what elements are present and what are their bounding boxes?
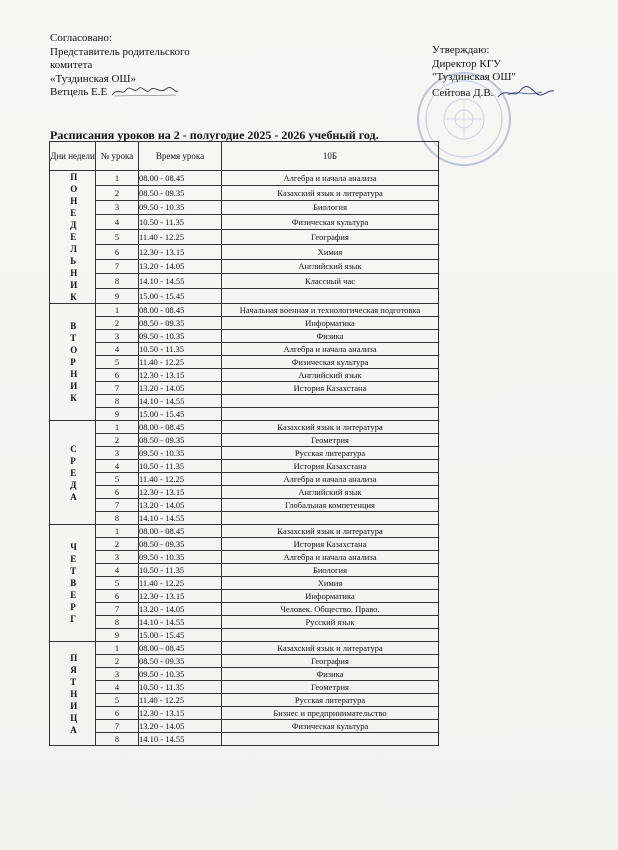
subject-cell: География: [222, 230, 439, 245]
lesson-time-cell: 12.30 - 13.15: [139, 244, 222, 259]
table-row: [50, 200, 439, 215]
table-row: [50, 603, 439, 616]
subject-cell: Алгебра и начала анализа: [222, 171, 439, 186]
lesson-time-cell: 10.50 - 11.35: [139, 564, 222, 577]
subject-cell: [222, 289, 439, 304]
subject-cell: [222, 395, 439, 408]
table-row: [50, 343, 439, 356]
lesson-time-cell: 15.00 - 15.45: [139, 408, 222, 421]
lesson-number-cell: 8: [96, 616, 139, 629]
table-row: [50, 473, 439, 486]
lesson-number-cell: 2: [96, 655, 139, 668]
lesson-time-cell: 12.30 - 13.15: [139, 707, 222, 720]
subject-cell: Алгебра и начала анализа: [222, 551, 439, 564]
table-row: [50, 577, 439, 590]
header-day: Дни недели: [50, 142, 96, 171]
lesson-number-cell: 7: [96, 499, 139, 512]
lesson-number-cell: 5: [96, 230, 139, 245]
schedule-body: [50, 171, 439, 746]
lesson-time-cell: 13.20 - 14.05: [139, 720, 222, 733]
table-row: [50, 434, 439, 447]
lesson-time-cell: 13.20 - 14.05: [139, 382, 222, 395]
lesson-number-cell: 5: [96, 694, 139, 707]
subject-cell: Геометрия: [222, 681, 439, 694]
lesson-time-cell: 09.50 - 10.35: [139, 447, 222, 460]
table-row: [50, 694, 439, 707]
lesson-number-cell: 5: [96, 577, 139, 590]
table-row: [50, 230, 439, 245]
subject-cell: Классный час: [222, 274, 439, 289]
subject-cell: [222, 512, 439, 525]
subject-cell: [222, 408, 439, 421]
lesson-time-cell: 10.50 - 11.35: [139, 460, 222, 473]
table-row: [50, 215, 439, 230]
lesson-time-cell: 12.30 - 13.15: [139, 369, 222, 382]
table-row: [50, 304, 439, 317]
lesson-number-cell: 7: [96, 259, 139, 274]
subject-cell: Русская литература: [222, 447, 439, 460]
table-row: [50, 486, 439, 499]
subject-cell: Химия: [222, 244, 439, 259]
table-row: [50, 642, 439, 655]
lesson-number-cell: 7: [96, 382, 139, 395]
lesson-time-cell: 10.50 - 11.35: [139, 215, 222, 230]
lesson-number-cell: 9: [96, 289, 139, 304]
table-row: [50, 382, 439, 395]
subject-cell: Бизнес и предпринимательство: [222, 707, 439, 720]
approval-block-left: [50, 32, 260, 100]
approval-block-right: [432, 44, 602, 101]
director-name: Сейтова Д.В.: [432, 86, 494, 99]
table-row: [50, 171, 439, 186]
school-name-left: «Туздинская ОШ»: [50, 72, 136, 85]
table-row: [50, 499, 439, 512]
schedule-title: Расписания уроков на 2 - полугодие 2025 - 2026 учебный год.: [50, 128, 379, 142]
subject-cell: Физическая культура: [222, 720, 439, 733]
day-name-cell: ПЯТНИЦА: [50, 642, 96, 746]
lesson-time-cell: 11.40 - 12.25: [139, 230, 222, 245]
table-row: [50, 369, 439, 382]
lesson-number-cell: 8: [96, 395, 139, 408]
subject-cell: География: [222, 655, 439, 668]
subject-cell: [222, 629, 439, 642]
subject-cell: Русская литература: [222, 694, 439, 707]
day-name-cell: СРЕДА: [50, 421, 96, 525]
lesson-number-cell: 6: [96, 590, 139, 603]
subject-cell: Физика: [222, 668, 439, 681]
lesson-time-cell: 08.50 - 09.35: [139, 538, 222, 551]
table-row: [50, 616, 439, 629]
subject-cell: [222, 733, 439, 746]
subject-cell: Начальная военная и технологическая подготовка: [222, 304, 439, 317]
table-row: [50, 681, 439, 694]
lesson-time-cell: 14.10 - 14.55: [139, 512, 222, 525]
lesson-number-cell: 8: [96, 274, 139, 289]
lesson-time-cell: 15.00 - 15.45: [139, 289, 222, 304]
table-row: [50, 317, 439, 330]
header-lesson-time: Время урока: [139, 142, 222, 171]
subject-cell: Казахский язык и литература: [222, 421, 439, 434]
committee-label: комитета: [50, 59, 93, 71]
table-row: [50, 668, 439, 681]
schedule-table: [49, 141, 439, 746]
subject-cell: Геометрия: [222, 434, 439, 447]
lesson-time-cell: 10.50 - 11.35: [139, 681, 222, 694]
table-row: [50, 259, 439, 274]
subject-cell: Человек. Общество. Право.: [222, 603, 439, 616]
lesson-time-cell: 11.40 - 12.25: [139, 694, 222, 707]
lesson-time-cell: 09.50 - 10.35: [139, 330, 222, 343]
lesson-number-cell: 3: [96, 551, 139, 564]
lesson-number-cell: 4: [96, 681, 139, 694]
subject-cell: Английский язык: [222, 369, 439, 382]
subject-cell: История Казахстана: [222, 460, 439, 473]
subject-cell: Биология: [222, 200, 439, 215]
lesson-number-cell: 3: [96, 200, 139, 215]
subject-cell: Английский язык: [222, 486, 439, 499]
lesson-number-cell: 3: [96, 447, 139, 460]
lesson-number-cell: 1: [96, 525, 139, 538]
school-name-right: "Туздинская ОШ": [432, 71, 516, 83]
table-row: [50, 564, 439, 577]
lesson-time-cell: 08.00 - 08.45: [139, 421, 222, 434]
subject-cell: История Казахстана: [222, 382, 439, 395]
lesson-time-cell: 11.40 - 12.25: [139, 473, 222, 486]
lesson-time-cell: 13.20 - 14.05: [139, 603, 222, 616]
lesson-time-cell: 12.30 - 13.15: [139, 486, 222, 499]
table-row: [50, 395, 439, 408]
lesson-time-cell: 13.20 - 14.05: [139, 499, 222, 512]
lesson-number-cell: 9: [96, 629, 139, 642]
lesson-number-cell: 2: [96, 434, 139, 447]
lesson-time-cell: 12.30 - 13.15: [139, 590, 222, 603]
table-row: [50, 720, 439, 733]
subject-cell: Английский язык: [222, 259, 439, 274]
lesson-number-cell: 2: [96, 185, 139, 200]
lesson-time-cell: 08.00 - 08.45: [139, 171, 222, 186]
day-name-cell: ПОНЕДЕЛЬНИК: [50, 171, 96, 304]
table-row: [50, 185, 439, 200]
table-row: [50, 447, 439, 460]
subject-cell: Глобальная компетенция: [222, 499, 439, 512]
lesson-number-cell: 4: [96, 460, 139, 473]
lesson-number-cell: 8: [96, 512, 139, 525]
lesson-number-cell: 4: [96, 564, 139, 577]
lesson-time-cell: 11.40 - 12.25: [139, 577, 222, 590]
table-row: [50, 655, 439, 668]
table-row: [50, 538, 439, 551]
signature-left: [110, 86, 180, 98]
subject-cell: Информатика: [222, 317, 439, 330]
header-lesson-number: № урока: [96, 142, 139, 171]
lesson-number-cell: 1: [96, 421, 139, 434]
table-row: [50, 421, 439, 434]
table-row: [50, 707, 439, 720]
lesson-time-cell: 08.50 - 09.35: [139, 434, 222, 447]
subject-cell: История Казахстана: [222, 538, 439, 551]
subject-cell: Биология: [222, 564, 439, 577]
table-row: [50, 525, 439, 538]
subject-cell: Химия: [222, 577, 439, 590]
subject-cell: Информатика: [222, 590, 439, 603]
table-row: [50, 590, 439, 603]
parent-rep-name: Ветцель Е.Е: [50, 86, 108, 98]
lesson-number-cell: 7: [96, 720, 139, 733]
lesson-time-cell: 08.00 - 08.45: [139, 525, 222, 538]
table-row: [50, 629, 439, 642]
subject-cell: Казахский язык и литература: [222, 525, 439, 538]
lesson-number-cell: 6: [96, 486, 139, 499]
day-name-cell: ВТОРНИК: [50, 304, 96, 421]
lesson-number-cell: 2: [96, 538, 139, 551]
lesson-time-cell: 09.50 - 10.35: [139, 668, 222, 681]
lesson-number-cell: 6: [96, 244, 139, 259]
subject-cell: Русский язык: [222, 616, 439, 629]
subject-cell: Казахский язык и литература: [222, 642, 439, 655]
lesson-time-cell: 09.50 - 10.35: [139, 200, 222, 215]
lesson-time-cell: 14.10 - 14.55: [139, 274, 222, 289]
lesson-time-cell: 08.50 - 09.35: [139, 317, 222, 330]
lesson-number-cell: 4: [96, 215, 139, 230]
approve-label: Утверждаю:: [432, 44, 490, 56]
lesson-time-cell: 08.50 - 09.35: [139, 655, 222, 668]
table-row: [50, 244, 439, 259]
lesson-number-cell: 6: [96, 707, 139, 720]
lesson-number-cell: 2: [96, 317, 139, 330]
table-row: [50, 356, 439, 369]
lesson-number-cell: 1: [96, 304, 139, 317]
subject-cell: Физическая культура: [222, 215, 439, 230]
subject-cell: Казахский язык и литература: [222, 185, 439, 200]
lesson-time-cell: 11.40 - 12.25: [139, 356, 222, 369]
table-row: [50, 408, 439, 421]
parent-rep-label: Представитель родительского: [50, 45, 190, 58]
lesson-number-cell: 9: [96, 408, 139, 421]
lesson-number-cell: 3: [96, 668, 139, 681]
lesson-time-cell: 08.50 - 09.35: [139, 185, 222, 200]
table-row: [50, 289, 439, 304]
lesson-number-cell: 3: [96, 330, 139, 343]
director-label: Директор КГУ: [432, 57, 501, 70]
lesson-number-cell: 1: [96, 642, 139, 655]
lesson-time-cell: 09.50 - 10.35: [139, 551, 222, 564]
lesson-number-cell: 5: [96, 356, 139, 369]
agreed-label: Согласовано:: [50, 32, 112, 44]
subject-cell: Алгебра и начала анализа: [222, 343, 439, 356]
table-header-row: [50, 142, 439, 171]
lesson-number-cell: 4: [96, 343, 139, 356]
table-row: [50, 512, 439, 525]
lesson-time-cell: 08.00 - 08.45: [139, 304, 222, 317]
lesson-number-cell: 7: [96, 603, 139, 616]
lesson-time-cell: 14.10 - 14.55: [139, 616, 222, 629]
lesson-time-cell: 14.10 - 14.55: [139, 733, 222, 746]
day-name-cell: ЧЕТВЕРГ: [50, 525, 96, 642]
lesson-time-cell: 14.10 - 14.55: [139, 395, 222, 408]
table-row: [50, 460, 439, 473]
table-row: [50, 551, 439, 564]
lesson-number-cell: 1: [96, 171, 139, 186]
signature-right: [496, 85, 556, 101]
subject-cell: Физика: [222, 330, 439, 343]
table-row: [50, 330, 439, 343]
lesson-number-cell: 5: [96, 473, 139, 486]
lesson-number-cell: 8: [96, 733, 139, 746]
lesson-time-cell: 08.00 - 08.45: [139, 642, 222, 655]
table-row: [50, 274, 439, 289]
lesson-time-cell: 10.50 - 11.35: [139, 343, 222, 356]
lesson-time-cell: 15.00 - 15.45: [139, 629, 222, 642]
lesson-number-cell: 6: [96, 369, 139, 382]
subject-cell: Физическая культура: [222, 356, 439, 369]
table-row: [50, 733, 439, 746]
subject-cell: Алгебра и начала анализа: [222, 473, 439, 486]
lesson-time-cell: 13.20 - 14.05: [139, 259, 222, 274]
header-class: 10Б: [222, 142, 439, 171]
